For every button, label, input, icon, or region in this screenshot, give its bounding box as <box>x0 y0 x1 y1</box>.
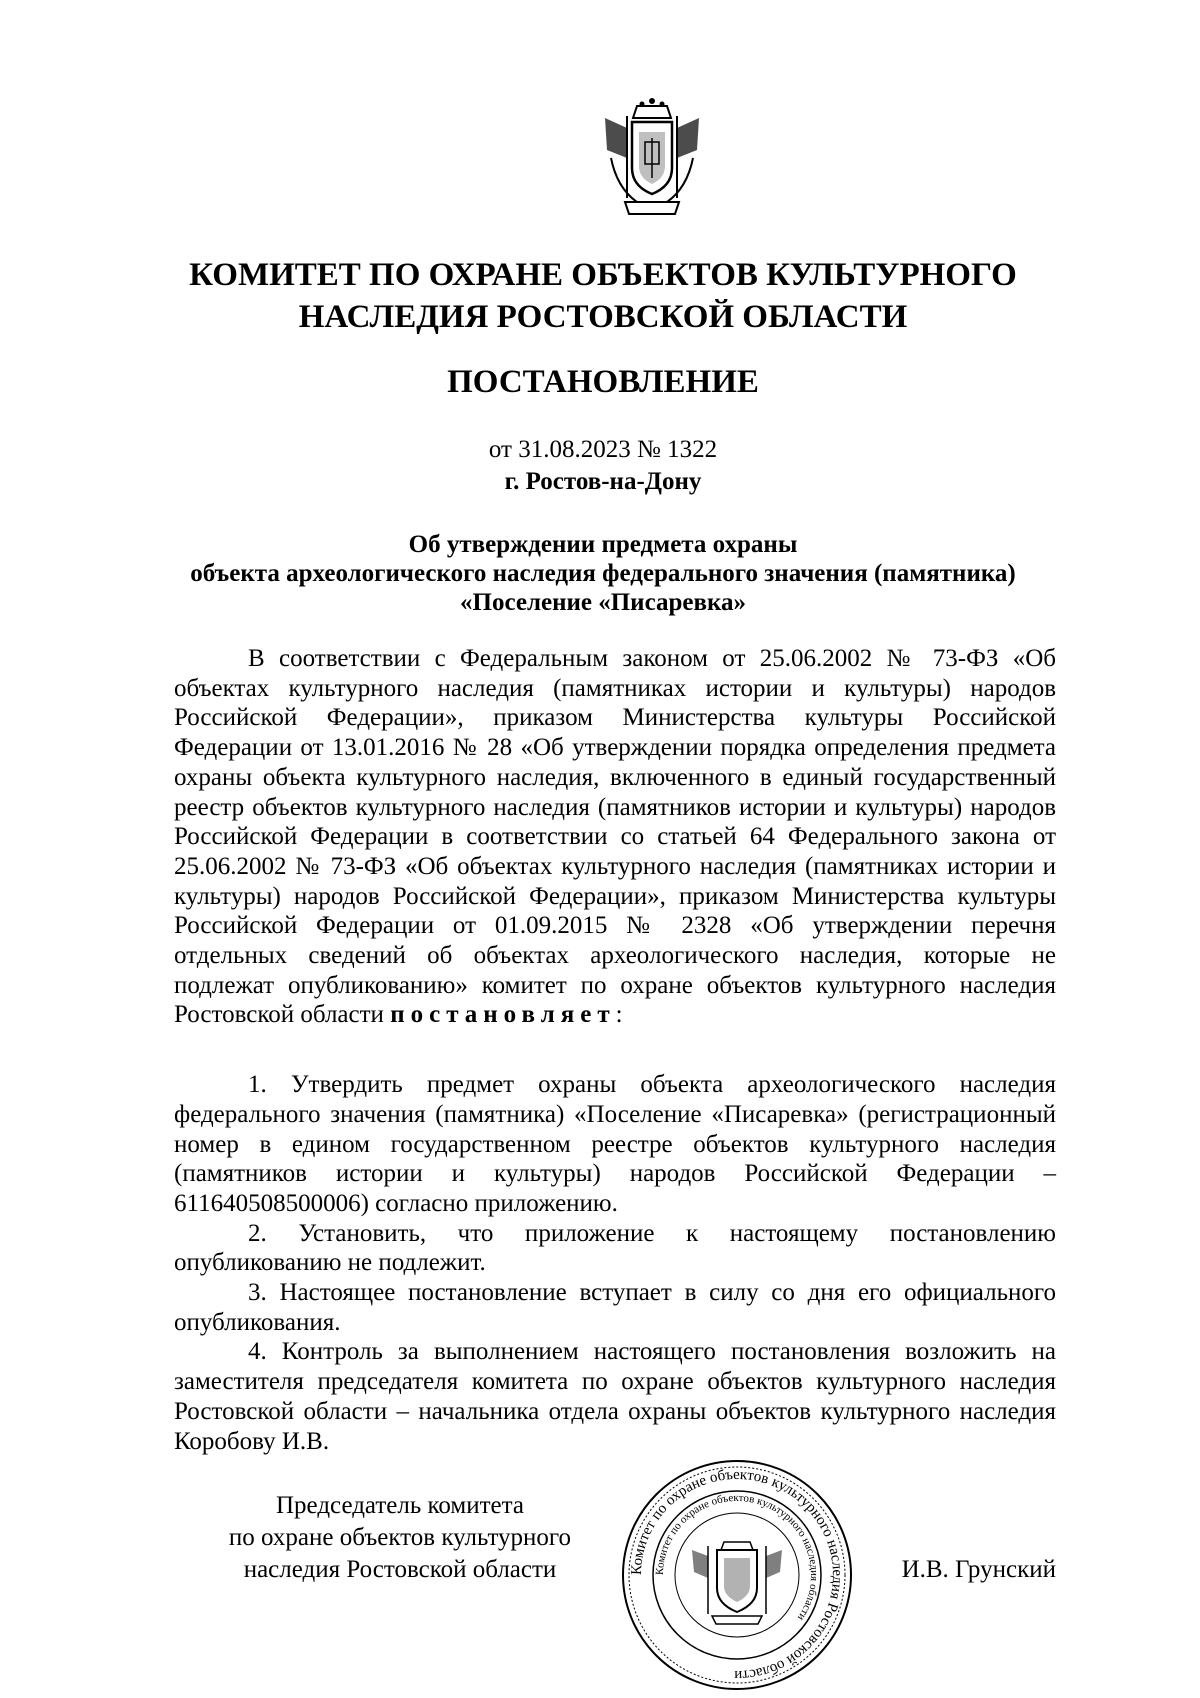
list-item: 3. Настоящее постановление вступает в силу со дня его официального опубликования. <box>174 1279 1056 1336</box>
preamble-text: В соответствии с Федеральным законом от 25.06.2002 № 73-ФЗ «Об объектах культурного наследия (памятниках истории и культуры) народов Российской Федерации», приказом Министерства культуры Российской Федерации от 13.01.2016 № 28 «Об утверждении порядка определения предмета охраны объекта культурного наследия, включенного в единый государственный реестр объектов культурного наследия (памятников истории и культуры) народов Российской Федерации в соответствии со статьей 64 Федерального закона от 25.06.2002 № 73-ФЗ «Об объектах культурного наследия (памятниках истории и культуры) народов Российской Федерации», приказом Министерства культуры Российской Федерации от 01.09.2015 № 2328 «Об утверждении перечня отдельных сведений об объектах археологического наследия, которые не подлежат опубликованию» комитет по охране объектов культурного наследия Ростовской области <box>174 645 1056 1029</box>
signatory-name: И.В. Грунский <box>901 1556 1056 1583</box>
signatory-position: Председатель комитета по охране объектов культурного наследия Ростовской области <box>228 1492 572 1583</box>
official-seal-icon <box>620 1458 854 1692</box>
list-item: 2. Установить, что приложение к настоящему постановлению опубликованию не подлежит. <box>174 1219 1056 1277</box>
document-city: г. Ростов-на-Дону <box>504 468 702 495</box>
preamble-colon: : <box>615 1001 623 1029</box>
resolves-word: постановляет <box>390 1001 616 1029</box>
list-item: 1. Утвердить предмет охраны объекта археологического наследия федерального значения (памятника) «Поселение «Писаревка» (регистрационный номер в едином государственном реестре объектов культурного наследия (памятников истории и культуры) народов Российской Федерации – 611640508500006) согласно приложению. <box>174 1071 1056 1217</box>
list-item: 4. Контроль за выполнением настоящего постановления возложить на заместителя председателя комитета по охране объектов культурного наследия Ростовской области – начальника отдела охраны объектов культурного наследия Коробову И.В. <box>174 1338 1056 1455</box>
document-subject: Об утверждении предмета охраны объекта археологического наследия федерального значения (памятника) «Поселение «Писаревка» <box>190 531 1016 616</box>
preamble-paragraph <box>174 644 1056 1030</box>
document-date-number: от 31.08.2023 № 1322 <box>488 436 718 463</box>
organization-name: КОМИТЕТ ПО ОХРАНЕ ОБЪЕКТОВ КУЛЬТУРНОГО НАСЛЕДИЯ РОСТОВСКОЙ ОБЛАСТИ <box>189 257 1017 335</box>
seal-inner-text: Комитет по охране объектов культурного наследия области <box>653 1491 821 1623</box>
document-type: ПОСТАНОВЛЕНИЕ <box>447 364 759 400</box>
coat-of-arms-icon <box>597 98 707 218</box>
seal-outer-text: Комитет по охране объектов культурного наследия Ростовской области <box>628 1466 846 1684</box>
document-body <box>174 644 1056 1456</box>
